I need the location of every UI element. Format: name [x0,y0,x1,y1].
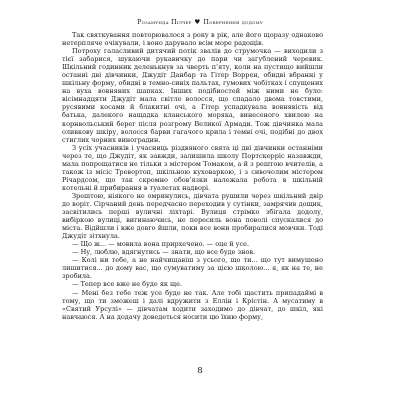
dialogue-line: — Мені без тебе теж усе буде не так. Але тобі щастить припадаймі в тому, що ти зможеш і далі вдружити з Еллін і Крістін. А мусатиму в «Святий Урсулі» — дівчатам ходити заходимо до дівчат, до шкіл, які навчаюся. А на додачу доведеться носити цю їхню форму, [62,288,323,321]
paragraph: З усіх учасників і учасниць різдвяного свята ці дві дівчинки останніми через те, що Джудіт, як завжди, залишила школу Портскерріс назавжди, мала попрощатися не тільки з містером Томаком, а й з рештою вчителів, а також із місіс Тревортоп, шкільною куховаркою, і з сивочолим містером Річардсом, що так скромно обов’язки належала робота в шкільній котельні й прибирання в туалетах надворі. [62,143,323,192]
body-text [62,31,323,321]
dialogue-line: — Колі ни тебе, а не найчищавіш з усього, що ти... що тут вимушено лишитися... до дому вас, що сумуватиму за цією школою... я, як на те, не зробила. [62,256,323,281]
dialogue-line: — Що ж... — мовила вона прирхечено. — оце й усе. [72,240,250,249]
running-head-author: Розамунда Пілчер [137,18,192,26]
paragraph: Потроху галасливий дитячий потік звалів до струмочка — виходили з тієї забарися, шукаючи рукавичку до пари чи загублений черевик. Шкільний годинник деленькнув за чверть п’яту, коли на пустищо вийшли останні дві дівчинки, Джудіт Данбар та Гітер Воррен, обидві вбранні у шкільну форму, обидві в темно-синіх пальтах, гумових чобітках і спущених на вуха вовняних шапках. Інших подібностей між ними не було: вісімнадцяти Джудіт мала світле волосся, що спадало двома товстими, русявими косами й блакитні очі, а Гітер успадкувала вовнявість від батька, далекого нащадка кланського моряка, винесеного хвилею на корнвольський берег після розгрому Великої Армади. Тож дівчинка мала оливкову шкіру, волосся барви гагачого крила і темні очі, подібні до двох стиглих чорних виноградин. [62,47,323,144]
dialogue-line: — Тепер все вже не буде як ще. [72,280,183,289]
heart-icon: ♥ [194,18,201,26]
paragraph: Так святкування повторювалося з року в рік, але його щоразу однаково нетерпляче очікували, і воно дарувало всім море радощів. [62,31,323,48]
page-number: 8 [197,366,203,376]
dialogue-line: — Ну, люблю, вдягнутись — знати, що все буде знов. [72,248,256,257]
paragraph: Зрештою, ніякого не омринулись, дівчата рушили через шкільний двір до воріт. Сірчаний день передчасно переходив у сутінки, замрячив дощик, засвітились перші вуличні ліхтарі. Вулиця стрімко збігала додолу, вибіркою вулиці, вигинаючись, не пересиль вона поволі спускалися до міста. Відйшли і вже довго йшли, поки все вони пробиралися мовчки. Тоді Джудіт зітхнула. [62,191,323,241]
running-head [0,18,400,26]
running-head-title: Повернення додому [203,18,263,26]
